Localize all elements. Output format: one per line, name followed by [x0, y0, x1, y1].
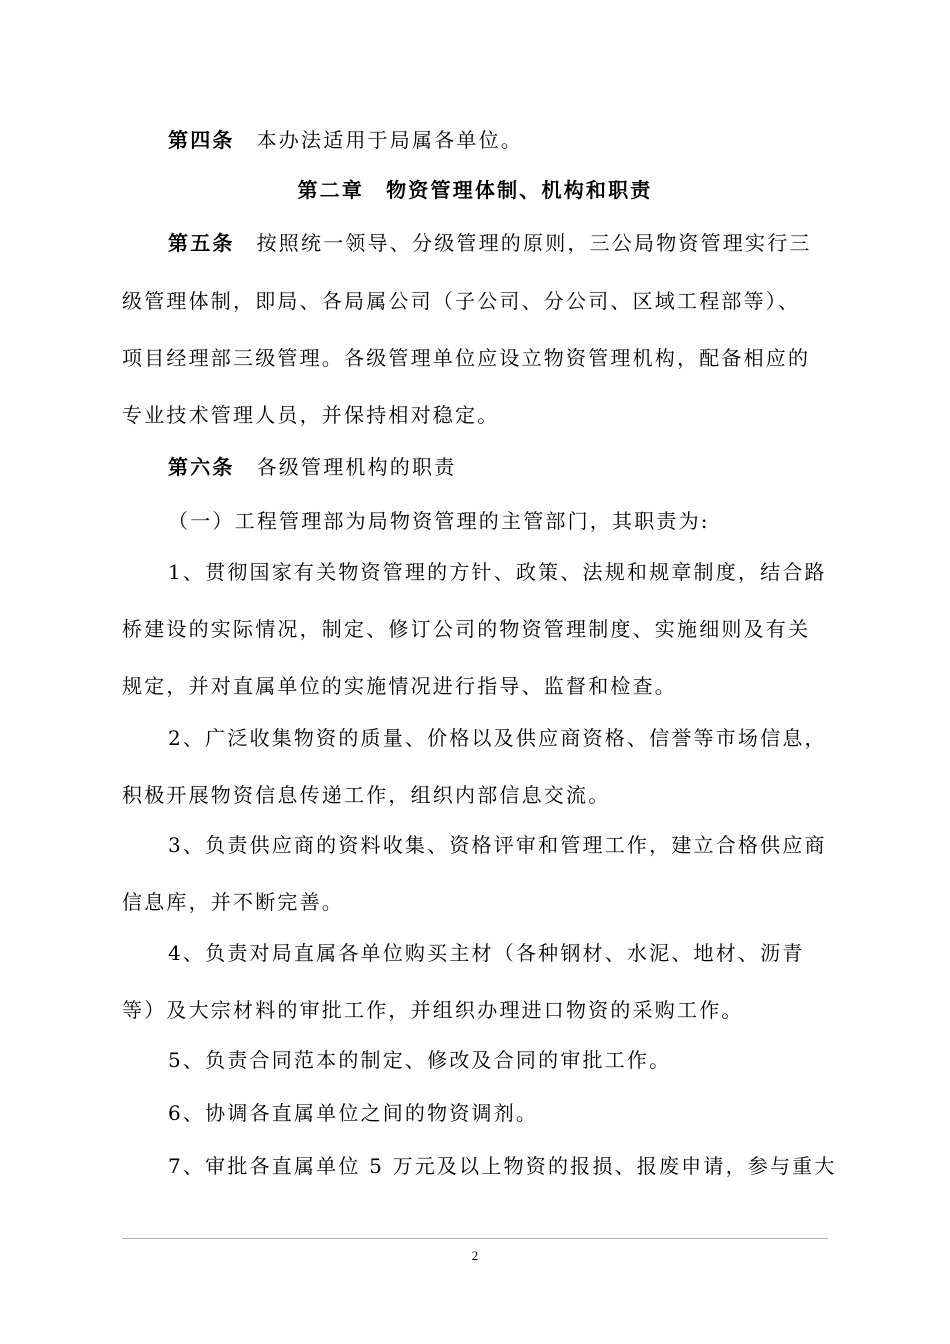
- article-label: 第五条: [168, 231, 235, 255]
- page-number: 2: [471, 1248, 479, 1263]
- footer-divider: [122, 1238, 828, 1239]
- article-5-line-4: 专业技术管理人员，并保持相对稳定。: [122, 403, 500, 427]
- item-3-line-2: 信息库，并不断完善。: [122, 890, 344, 914]
- chapter-label: 第二章: [297, 178, 365, 202]
- chapter-heading: [0, 176, 950, 204]
- item-6: 6、协调各直属单位之间的物资调剂。: [168, 1101, 539, 1125]
- item-5: 5、负责合同范本的制定、修改及合同的审批工作。: [168, 1048, 672, 1072]
- article-5-line-1: [168, 229, 878, 257]
- item-7-line-1: 7、审批各直属单位 5 万元及以上物资的报损、报废申请，参与重大: [168, 1154, 837, 1178]
- article-4: [168, 126, 878, 154]
- item-2-line-1: 2、广泛收集物资的质量、价格以及供应商资格、信誉等市场信息，: [168, 726, 827, 750]
- article-label: 第六条: [168, 455, 235, 479]
- section-1-heading: （一）工程管理部为局物资管理的主管部门，其职责为:: [168, 509, 710, 533]
- article-6: [168, 453, 878, 481]
- item-1-line-2: 桥建设的实际情况，制定、修订公司的物资管理制度、实施细则及有关: [122, 617, 811, 641]
- item-4-line-2: 等）及大宗材料的审批工作，并组织办理进口物资的采购工作。: [122, 998, 744, 1022]
- item-3-line-1: 3、负责供应商的资料收集、资格评审和管理工作，建立合格供应商: [168, 833, 827, 857]
- article-text: 按照统一领导、分级管理的原则，三公局物资管理实行三: [256, 231, 812, 255]
- item-2-line-2: 积极开展物资信息传递工作，组织内部信息交流。: [122, 783, 611, 807]
- article-label: 第四条: [168, 128, 235, 152]
- chapter-title: 物资管理体制、机构和职责: [386, 178, 653, 202]
- item-1-line-3: 规定，并对直属单位的实施情况进行指导、监督和检查。: [122, 674, 677, 698]
- article-5-line-2: 级管理体制，即局、各局属公司（子公司、分公司、区域工程部等）、: [122, 289, 801, 313]
- article-text: 各级管理机构的职责: [256, 455, 457, 479]
- item-1-line-1: 1、贯彻国家有关物资管理的方针、政策、法规和规章制度，结合路: [168, 560, 827, 584]
- item-4-line-1: 4、负责对局直属各单位购买主材（各种钢材、水泥、地材、沥青: [168, 941, 805, 965]
- article-5-line-3: 项目经理部三级管理。各级管理单位应设立物资管理机构，配备相应的: [122, 346, 811, 370]
- article-text: 本办法适用于局属各单位。: [256, 128, 524, 152]
